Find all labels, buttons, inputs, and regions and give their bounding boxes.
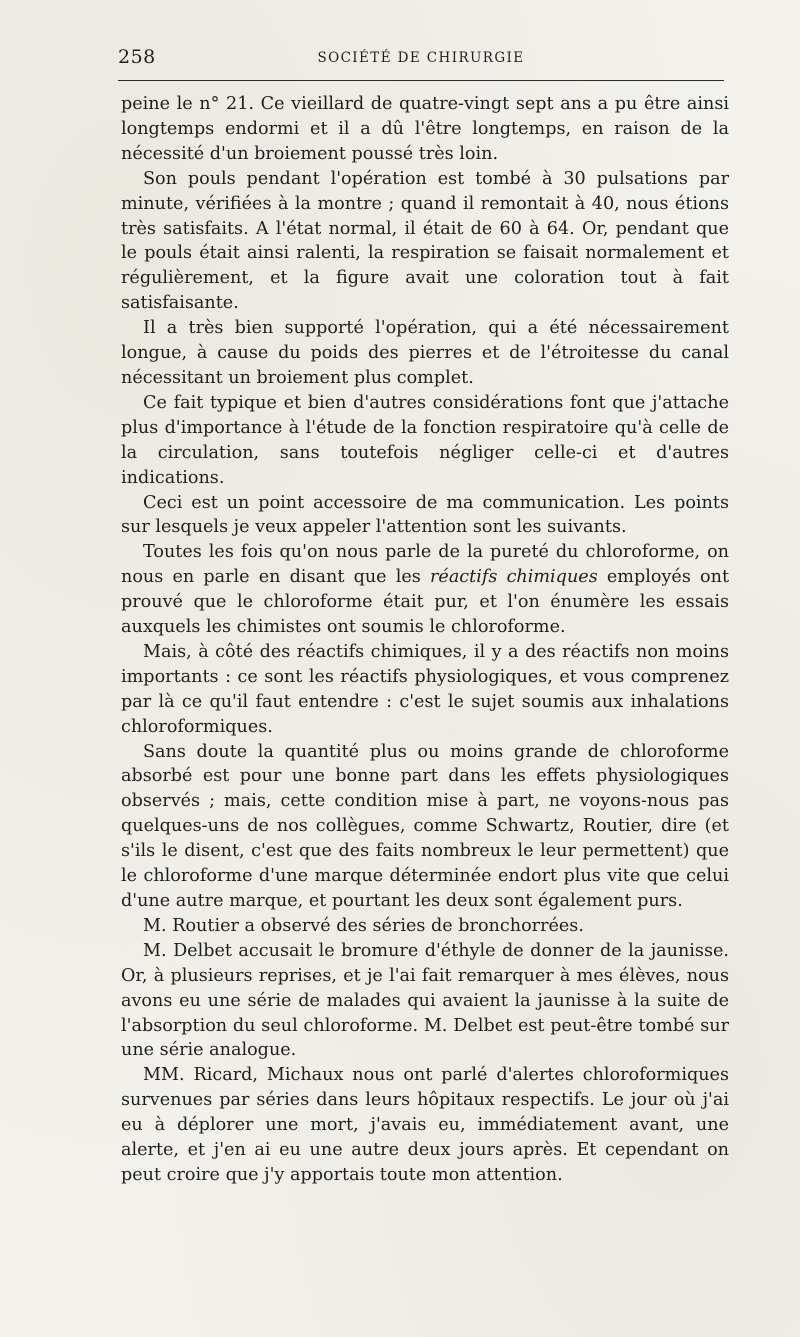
paragraph-6-italic: réactifs chimiques [430,567,598,588]
paragraph-6-text-before: Toutes les fois qu'on nous parle de la pureté du chloroforme, on nous en parle en disant que les [121,542,729,588]
paragraph-6 [121,540,729,640]
paragraph-3: Il a très bien supporté l'opération, qui a été nécessairement longue, à cause du poids des pierres et de l'étroitesse du canal nécessitant un broiement plus complet. [121,318,729,388]
paragraph-11: MM. Ricard, Michaux nous ont parlé d'alertes chloroformiques survenues par séries dans leurs hôpitaux respectifs. Le jour où j'ai eu à déplorer une mort, j'avais eu, immédiatement avant, une alerte, et j'en ai eu une autre deux jours après. Et cependant on peut croire que j'y apportais toute mon attention. [121,1065,729,1185]
paragraph-4: Ce fait typique et bien d'autres considérations font que j'attache plus d'importance à l'étude de la fonction respiratoire qu'à celle de la circulation, sans toutefois négliger celle-ci et d'autres indications. [121,392,729,488]
paragraph-2: Son pouls pendant l'opération est tombé à 30 pulsations par minute, vérifiées à la montre ; quand il remontait à 40, nous étions très satisfaits. A l'état normal, il était de 60 à 64. Or, pendant que le pouls était ainsi ralenti, la respiration se faisait normalement et régulièrement, et la figure avait une coloration tout à fait satisfaisante. [121,168,729,314]
body-text [121,92,729,1188]
header-rule [118,80,724,81]
paragraph-7: Mais, à côté des réactifs chimiques, il y a des réactifs non moins importants : ce sont les réactifs physiologiques, et vous comprenez par là ce qu'il faut entendre : c'est le sujet soumis aux inhalations chloroformiques. [121,641,729,737]
paragraph-6-text-after: employés ont prouvé que le chloroforme était pur, et l'on énumère les essais auxquels les chimistes ont soumis le chloroforme. [121,567,730,638]
page-number: 258 [118,46,156,68]
paragraph-8: Sans doute la quantité plus ou moins grande de chloroforme absorbé est pour une bonne part dans les effets physiologiques observés ; mais, cette condition mise à part, ne voyons-nous pas quelques-uns de nos collègues, comme Schwartz, Routier, dire (et s'ils le disent, c'est que des faits nombreux le leur permettent) que le chloroforme d'une marque déterminée endort plus vite que celui d'une autre marque, et pourtant les deux sont également purs. [121,741,729,911]
paragraph-1: peine le n° 21. Ce vieillard de quatre-vingt sept ans a pu être ainsi longtemps endormi et il a dû l'être longtemps, en raison de la nécessité d'un broiement poussé très loin. [121,94,729,164]
running-head: SOCIÉTÉ DE CHIRURGIE [317,50,525,66]
paragraph-9: M. Routier a observé des séries de bronchorrées. [143,915,584,936]
paragraph-10: M. Delbet accusait le bromure d'éthyle de donner de la jaunisse. Or, à plusieurs reprises, et je l'ai fait remarquer à mes élèves, nous avons eu une série de malades qui avaient la jaunisse à la suite de l'absorption du seul chloroforme. M. Delbet est peut-être tombé sur une série analogue. [121,940,729,1061]
page-header [118,44,724,70]
paragraph-5: Ceci est un point accessoire de ma communication. Les points sur lesquels je veux appeler l'attention sont les suivants. [121,492,729,538]
